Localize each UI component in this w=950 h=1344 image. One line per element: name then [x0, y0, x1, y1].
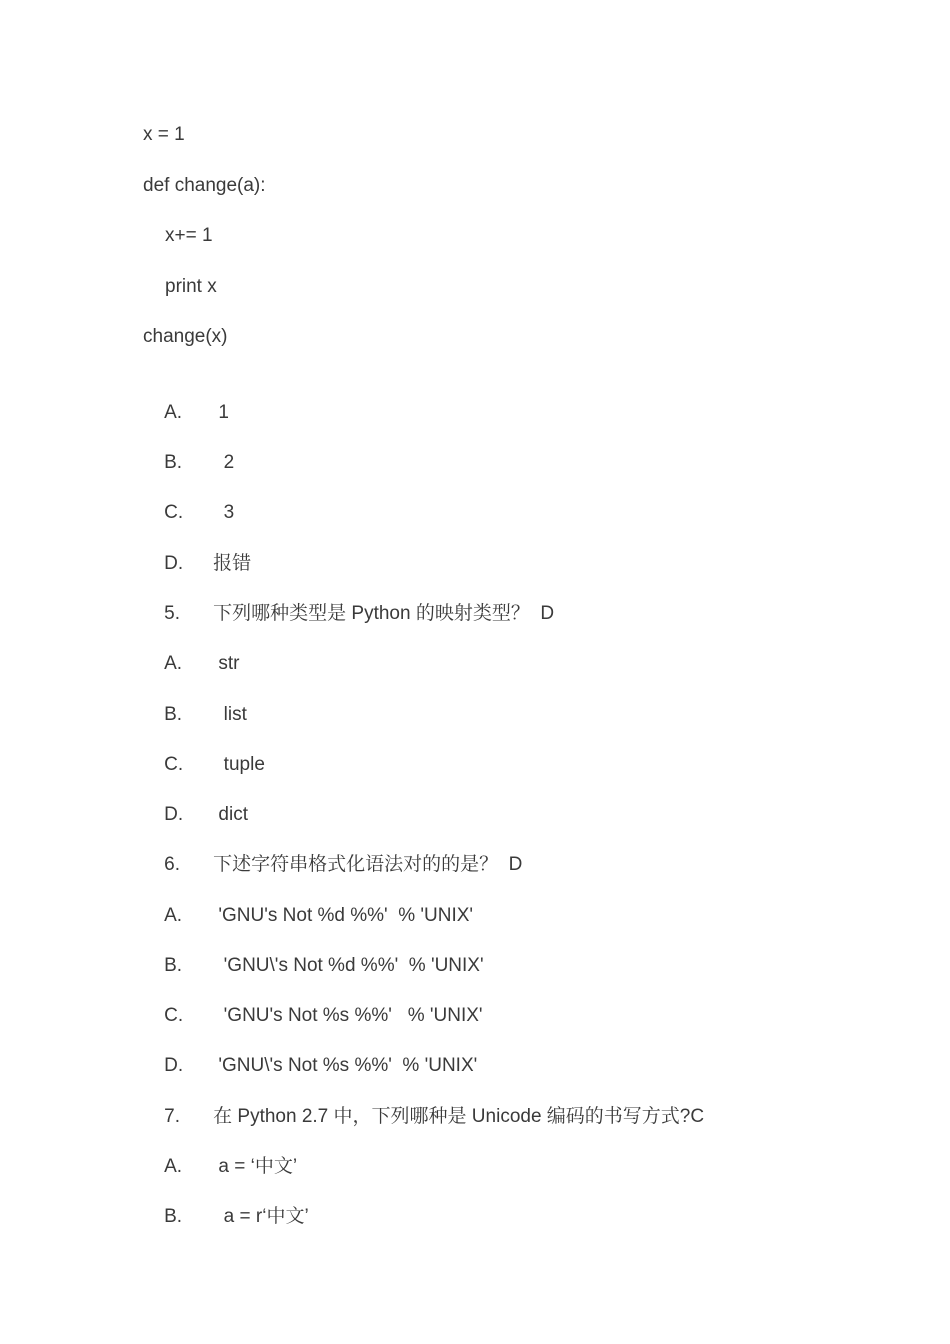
option-label: D. — [164, 553, 184, 574]
option-b — [143, 1178, 309, 1227]
option-text: a = ‘中文’ — [213, 1156, 298, 1177]
option-text: 2 — [213, 452, 235, 473]
question-number: 7. — [164, 1106, 180, 1127]
option-a — [143, 374, 229, 423]
question-text: 在 Python 2.7 中，下列哪种是 Unicode 编码的书写方式?C — [213, 1106, 705, 1127]
option-a — [143, 625, 240, 674]
option-label: C. — [164, 754, 184, 775]
option-text: dict — [213, 804, 248, 825]
option-c — [143, 977, 483, 1026]
option-text: a = r‘中文’ — [213, 1206, 309, 1227]
code-line: print x — [165, 276, 217, 297]
question-text: 下述字符串格式化语法对的的是？ D — [213, 854, 523, 875]
option-label: D. — [164, 804, 184, 825]
option-text: 'GNU's Not %s %%' % 'UNIX' — [213, 1005, 483, 1026]
option-text: list — [213, 704, 247, 725]
option-d — [143, 776, 248, 825]
option-c — [143, 474, 235, 523]
question-7 — [143, 1078, 705, 1127]
option-b — [143, 424, 235, 473]
option-label: B. — [164, 704, 183, 725]
question-number: 6. — [164, 854, 180, 875]
option-text: 3 — [213, 502, 235, 523]
option-a — [143, 877, 474, 926]
code-line: x = 1 — [143, 124, 185, 145]
option-label: A. — [164, 653, 183, 674]
option-label: A. — [164, 402, 183, 423]
option-text: 'GNU\'s Not %s %%' % 'UNIX' — [213, 1055, 478, 1076]
option-label: B. — [164, 452, 183, 473]
option-d — [143, 1027, 478, 1076]
option-label: A. — [164, 905, 183, 926]
option-label: C. — [164, 1005, 184, 1026]
option-text: 'GNU's Not %d %%' % 'UNIX' — [213, 905, 474, 926]
option-label: C. — [164, 502, 184, 523]
question-number: 5. — [164, 603, 180, 624]
option-c — [143, 726, 265, 775]
option-label: D. — [164, 1055, 184, 1076]
question-5 — [143, 575, 555, 624]
question-6 — [143, 826, 523, 875]
code-line: x+= 1 — [165, 225, 213, 246]
option-text: str — [213, 653, 240, 674]
question-text: 下列哪种类型是 Python 的映射类型？ D — [213, 603, 555, 624]
option-b — [143, 927, 484, 976]
option-text: 'GNU\'s Not %d %%' % 'UNIX' — [213, 955, 484, 976]
code-line: change(x) — [143, 326, 228, 347]
option-label: B. — [164, 955, 183, 976]
option-label: B. — [164, 1206, 183, 1227]
option-label: A. — [164, 1156, 183, 1177]
option-a — [143, 1128, 298, 1177]
option-b — [143, 676, 247, 725]
option-text: tuple — [213, 754, 265, 775]
option-text: 报错 — [213, 553, 252, 574]
option-d — [143, 525, 252, 574]
code-line: def change(a): — [143, 175, 266, 196]
option-text: 1 — [213, 402, 229, 423]
